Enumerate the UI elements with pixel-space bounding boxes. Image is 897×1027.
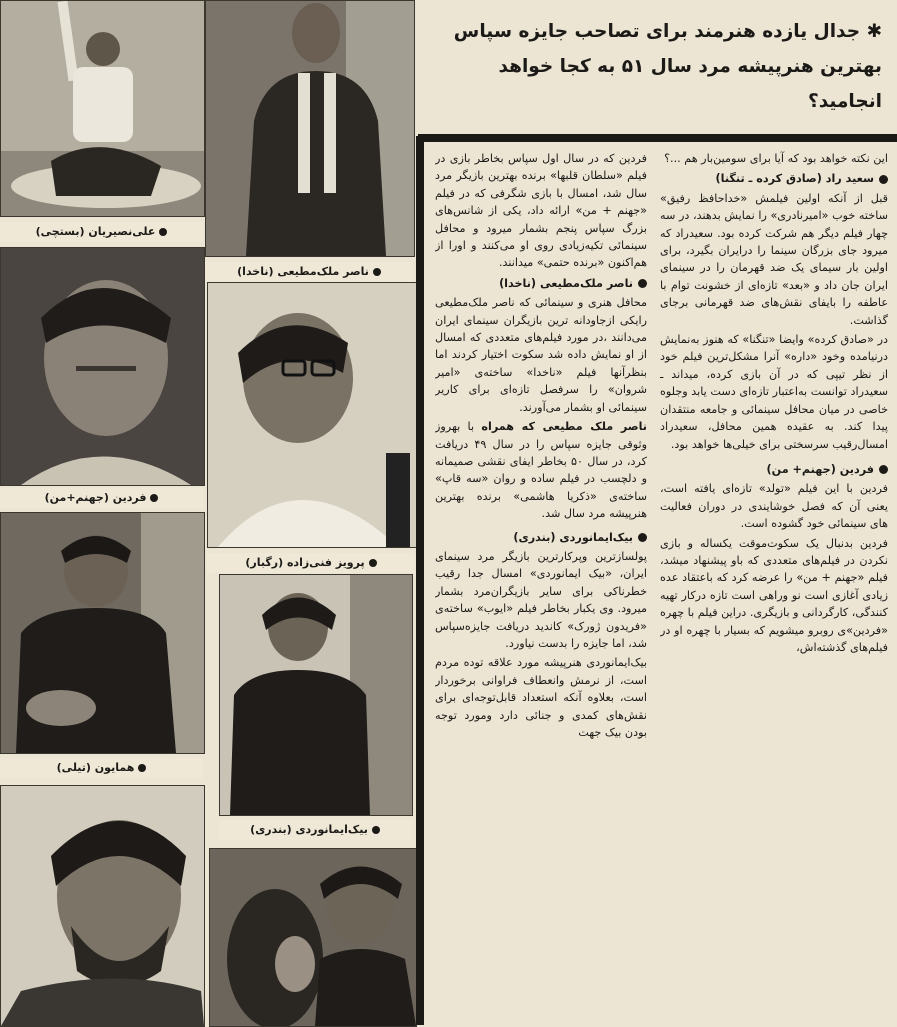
bullet-icon — [138, 764, 146, 772]
portrait-photo-icon — [206, 1, 414, 256]
portrait-photo-icon — [1, 786, 204, 1026]
paragraph: فردین بدنبال یک سکوت‌موقت یکساله و بازی نکردن در فیلم‌های متعددی که باو پیشنهاد میشد، فیلم «جهنم + من» را عرضه کرد که باعتقاد عده زیادی آغازی است نو وراهی است تازه درکار تهیه کنندگی، کارگردانی و بازیگری. دراین فیلم با چهره «فردین»ی روبرو میشویم که بسیار با چهره او در فیلم‌های گذشته‌اش، — [660, 536, 888, 654]
photo-beik-imanverdi — [219, 574, 413, 816]
bullet-icon — [638, 279, 647, 288]
caption-fardin: فردین (جهنم+من) — [0, 488, 203, 508]
caption-ali-nasirian: علی‌نصیریان (بستچی) — [0, 222, 203, 242]
caption-beik-imanverdi: بیک‌ایمانوردی (بندری) — [219, 820, 411, 840]
paragraph: فردین با این فیلم «تولد» تازه‌ای یافته است، یعنی آن که فصل خوشایندی در دوران فعالیت های سینمائی خود گشوده است. — [660, 482, 888, 531]
paragraph: ناصر ملک مطیعی که همراه با بهروز وثوقی جایزه سپاس را در سال ۴۹ دریافت کرد، در سال ۵۰ بخاطر ایفای نقشی صمیمانه و دلچسب در فیلم ساده و روان «سه قاپ» ساخته‌ی «ذکریا هاشمی» برنده بهترین هنرپیشه مرد سال شد. — [435, 420, 647, 521]
photo-naser-malekmotiei — [205, 0, 415, 257]
photo-bottom-left-portrait — [0, 785, 205, 1027]
couple-photo-icon — [210, 849, 416, 1026]
paragraph: در «صادق کرده» وایضا «تنگنا» که هنوز به‌نمایش درنیامده وخود «داره» آنرا مشکل‌ترین فیلم خود از نظر تیپی که در آن بازی کرده، میداند ـ سعیدراد توانست به‌اعتبار تازه‌ای دست یابد وجلوه خاصی در میان محافل سینمائی و جامعه منتقدان پیدا کند. به عقیده همین محافل، سعیدراد امسال‌رقیب سرسختی برای خیلی‌ها خواهد بود. — [660, 333, 888, 451]
photo-ali-nasirian — [0, 0, 205, 217]
bullet-icon — [372, 826, 380, 834]
bullet-icon — [159, 228, 167, 236]
caption-homayoun: همایون (تیلی) — [0, 758, 203, 778]
paragraph: فردین که در سال اول سپاس بخاطر بازی در فیلم «سلطان قلبها» برنده بهترین بازیگر مرد سال شد، امسال با بازی شگرفی که در فیلم «جهنم + من» ارائه داد، یکی از شانس‌های بزرگ سپاس پنجم بشمار میرود و محافل سینمائی تکیه‌زیادی روی او می‌کنند و اورا از هم‌اکنون «برنده حتمی» میدانند. — [435, 152, 647, 270]
photo-fardin — [0, 247, 205, 486]
divider-left — [416, 136, 424, 1025]
portrait-photo-icon — [1, 513, 204, 753]
bullet-icon — [879, 465, 888, 474]
portrait-photo-icon — [220, 575, 412, 815]
photo-homayoun — [0, 512, 205, 754]
portrait-photo-icon — [1, 248, 204, 485]
paragraph: پولسازترین وپرکارترین بازیگر مرد سینمای ایران، «بیک ایمانوردی» امسال جدا رقیب خطرناکی برای سایر بازیگران‌مرد بشمار میرود. وی یکبار بخاطر فیلم «ایوب» ساخته‌ی «فریدون ژورک» کاندید دریافت جایزه‌سپاس شد، اما جایزه را بدست نیاورد. — [435, 549, 647, 650]
article-column-right — [660, 150, 888, 1020]
paragraph: محافل هنری و سینمائی که ناصر ملک‌مطیعی رایکی ازجاودانه ترین بازیگران سینمای ایران می‌دانند ،در مورد فیلم‌های متعددی که امسال از او نمایش داده شد سکوت اختیار کردند اما بنظرآنها فیلم «ناخدا» ساخته‌ی «امیر شروان» را سرفصل تازه‌ای برای کاریر سینمائی او بشمار می‌آورند. — [435, 296, 647, 414]
bullet-icon — [150, 494, 158, 502]
section-title-beik-imanverdi: بیک‌ایمانوردی (بندری) — [435, 529, 647, 546]
portrait-photo-icon — [1, 1, 204, 216]
section-title-naser-malekmotiei: ناصر ملک‌مطیعی (ناخدا) — [435, 275, 647, 292]
bullet-icon — [373, 268, 381, 276]
bullet-icon — [638, 533, 647, 542]
bullet-icon — [879, 175, 888, 184]
caption-parviz-fannizadeh: پرویز فنی‌زاده (رگبار) — [207, 553, 415, 573]
paragraph: بیک‌ایمانوردی هنرپیشه مورد علاقه توده مردم است، از نرمش وانعطاف فراوانی برخوردار است، بعلاوه آنکه استعداد قابل‌توجه‌ای برای نقش‌های کمدی و جنائی دارد ومورد توجه بودن بیک جهت — [435, 656, 647, 739]
portrait-photo-icon — [208, 283, 416, 547]
photo-bottom-couple — [209, 848, 417, 1027]
divider-top — [418, 134, 897, 142]
article-column-left — [435, 150, 647, 1020]
headline: ✱ جدال یازده هنرمند برای تصاحب جایزه سپاس بهترین هنرپیشه مرد سال ۵۱ به کجا خواهد انجامید؟ — [453, 21, 882, 112]
section-title-fardin: فردین (جهنم+ من) — [660, 461, 888, 478]
caption-naser-malekmotiei: ناصر ملک‌مطیعی (ناخدا) — [205, 262, 413, 282]
section-title-saeed-rad: سعید راد (صادق کرده ـ تنگنا) — [660, 170, 888, 187]
paragraph: قبل از آنکه اولین فیلمش «خداحافظ رفیق» ساخته خوب «امیرنادری» را نمایش بدهند، در سه چهار فیلم دیگر هم شرکت کرده بود. سعیدراد که میرود جای بزرگان سینما را درایران بگیرد، برای اولین بار سیمای یک ضد قهرمان را در سینمای ایران جان داد و «بعد» تازه‌ای از خشونت توام با عاطفه را بایفای نقش‌های ضد قهرمانی برجای گذاشت. — [660, 191, 888, 327]
bullet-icon — [369, 559, 377, 567]
photo-parviz-fannizadeh — [207, 282, 417, 548]
intro-text: این نکته خواهد بود که آیا برای سومین‌بار هم ...؟ — [664, 152, 888, 165]
